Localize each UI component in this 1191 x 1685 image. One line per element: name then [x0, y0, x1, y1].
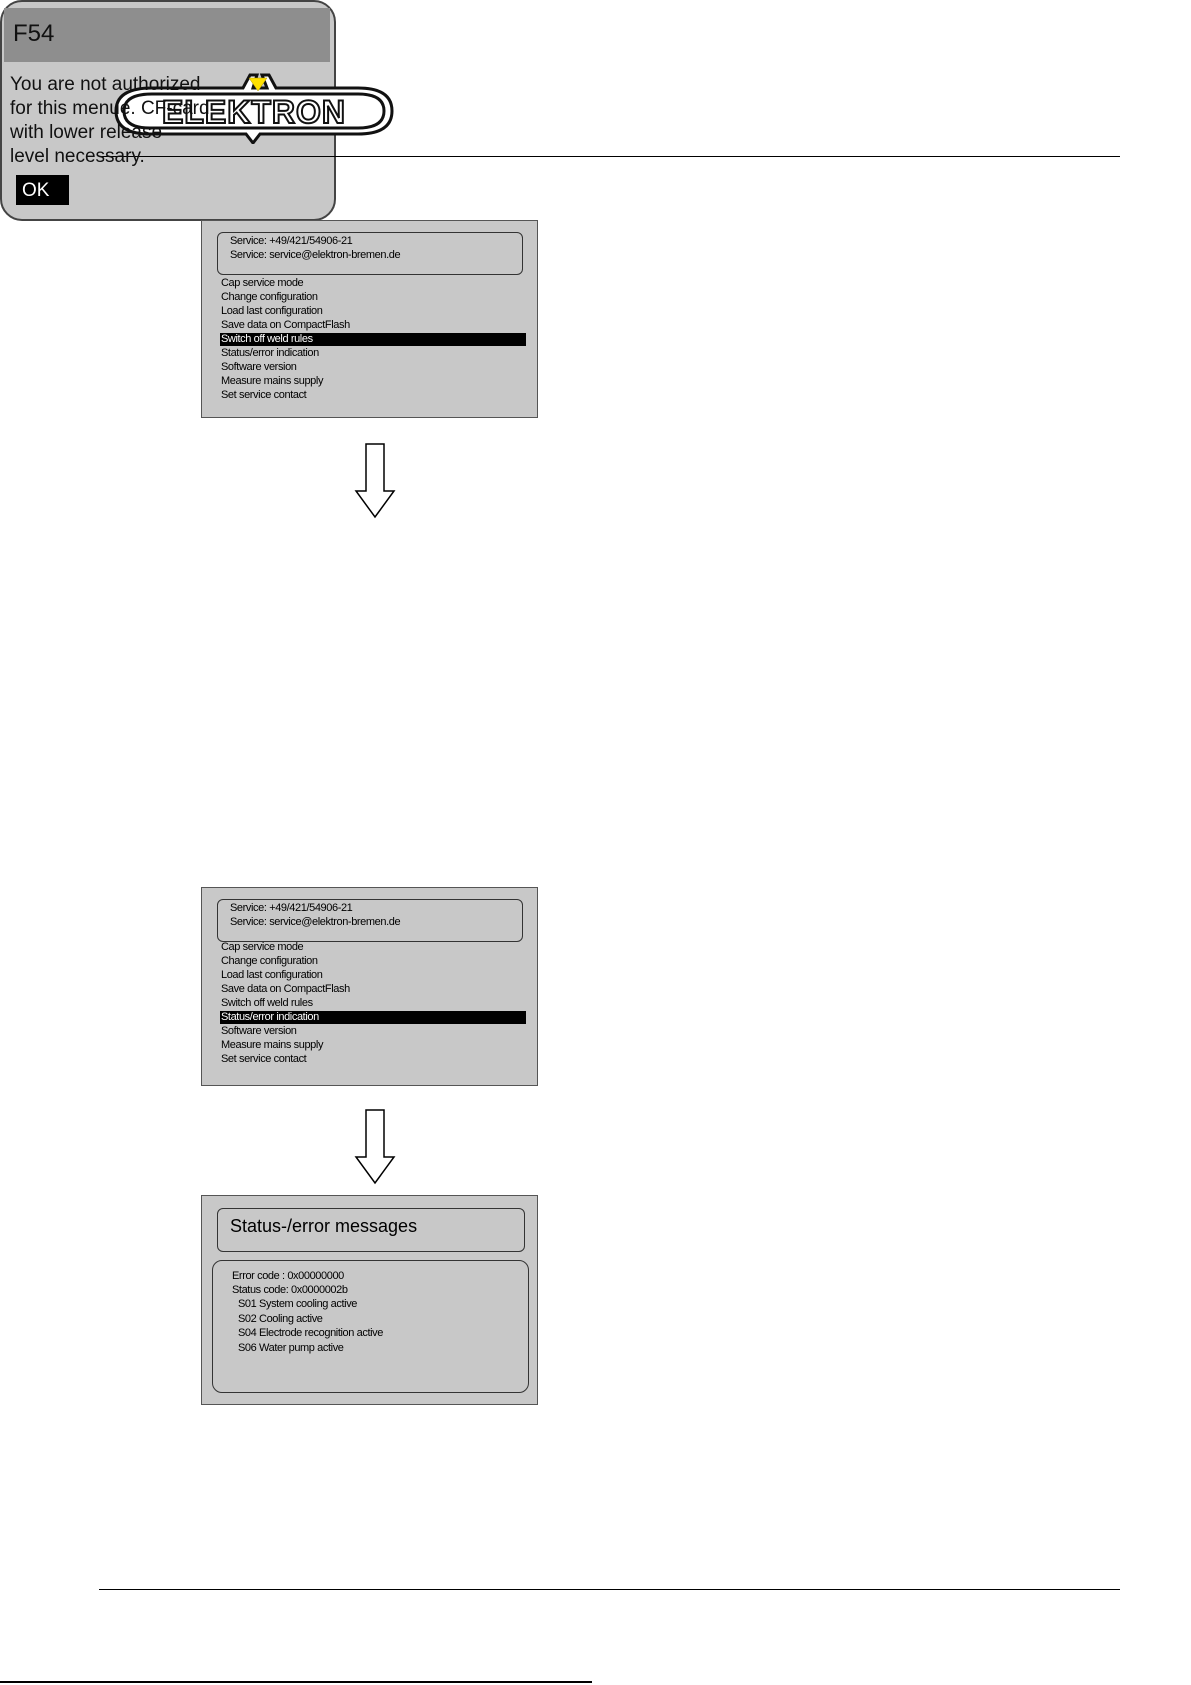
menu-item-set-service-contact[interactable]: Set service contact — [221, 389, 307, 401]
status-message: S02 Cooling active — [238, 1313, 323, 1325]
menu-item-software-version[interactable]: Software version — [221, 1025, 297, 1037]
menu-item-save-data-compactflash[interactable]: Save data on CompactFlash — [221, 319, 350, 331]
status-message: S06 Water pump active — [238, 1342, 344, 1354]
service-contact-box — [217, 899, 523, 942]
page-bottom-rule — [0, 1681, 592, 1683]
ok-button[interactable]: OK — [16, 175, 69, 205]
status-header-box — [217, 1208, 525, 1252]
arrow-down-icon — [354, 1109, 396, 1185]
menu-item-load-last-configuration[interactable]: Load last configuration — [221, 305, 323, 317]
service-menu-screen-2 — [201, 887, 538, 1086]
service-menu-screen-1 — [201, 220, 538, 418]
status-error-screen — [201, 1195, 538, 1405]
arrow-down-icon — [354, 443, 396, 519]
service-phone: Service: +49/421/54906-21 — [230, 235, 353, 247]
menu-item-status-error-indication[interactable]: Status/error indication — [220, 1011, 526, 1024]
menu-item-software-version[interactable]: Software version — [221, 361, 297, 373]
service-email: Service: service@elektron-bremen.de — [230, 249, 401, 261]
menu-item-change-configuration[interactable]: Change configuration — [221, 955, 318, 967]
status-message: S04 Electrode recognition active — [238, 1327, 383, 1339]
menu-item-load-last-configuration[interactable]: Load last configuration — [221, 969, 323, 981]
menu-item-change-configuration[interactable]: Change configuration — [221, 291, 318, 303]
header-rule — [99, 156, 1120, 157]
menu-item-cap-service-mode[interactable]: Cap service mode — [221, 941, 304, 953]
error-code-line: Error code : 0x00000000 — [232, 1270, 344, 1282]
service-phone: Service: +49/421/54906-21 — [230, 902, 353, 914]
menu-item-switch-off-weld-rules[interactable]: Switch off weld rules — [220, 333, 526, 346]
status-message: S01 System cooling active — [238, 1298, 358, 1310]
service-contact-box — [217, 232, 523, 275]
menu-item-measure-mains-supply[interactable]: Measure mains supply — [221, 375, 324, 387]
error-code: F54 — [13, 20, 55, 47]
status-title: Status-/error messages — [230, 1216, 418, 1236]
menu-item-set-service-contact[interactable]: Set service contact — [221, 1053, 307, 1065]
svg-text:ELEKTRON: ELEKTRON — [162, 94, 346, 130]
footer-rule — [99, 1589, 1120, 1590]
service-email: Service: service@elektron-bremen.de — [230, 916, 401, 928]
menu-item-switch-off-weld-rules[interactable]: Switch off weld rules — [221, 997, 313, 1009]
menu-item-status-error-indication[interactable]: Status/error indication — [221, 347, 319, 359]
menu-item-save-data-compactflash[interactable]: Save data on CompactFlash — [221, 983, 350, 995]
status-code-line: Status code: 0x0000002b — [232, 1284, 348, 1296]
dialog-message-line: with lower release — [10, 122, 163, 143]
menu-item-cap-service-mode[interactable]: Cap service mode — [221, 277, 304, 289]
status-message-box — [212, 1260, 529, 1393]
dialog-header — [4, 8, 330, 62]
menu-item-measure-mains-supply[interactable]: Measure mains supply — [221, 1039, 324, 1051]
dialog-message-line: for this menue. CF-card — [10, 98, 210, 119]
dialog-message-line: You are not authorized — [10, 74, 201, 95]
dialog-message-line: level necessary. — [10, 146, 145, 167]
